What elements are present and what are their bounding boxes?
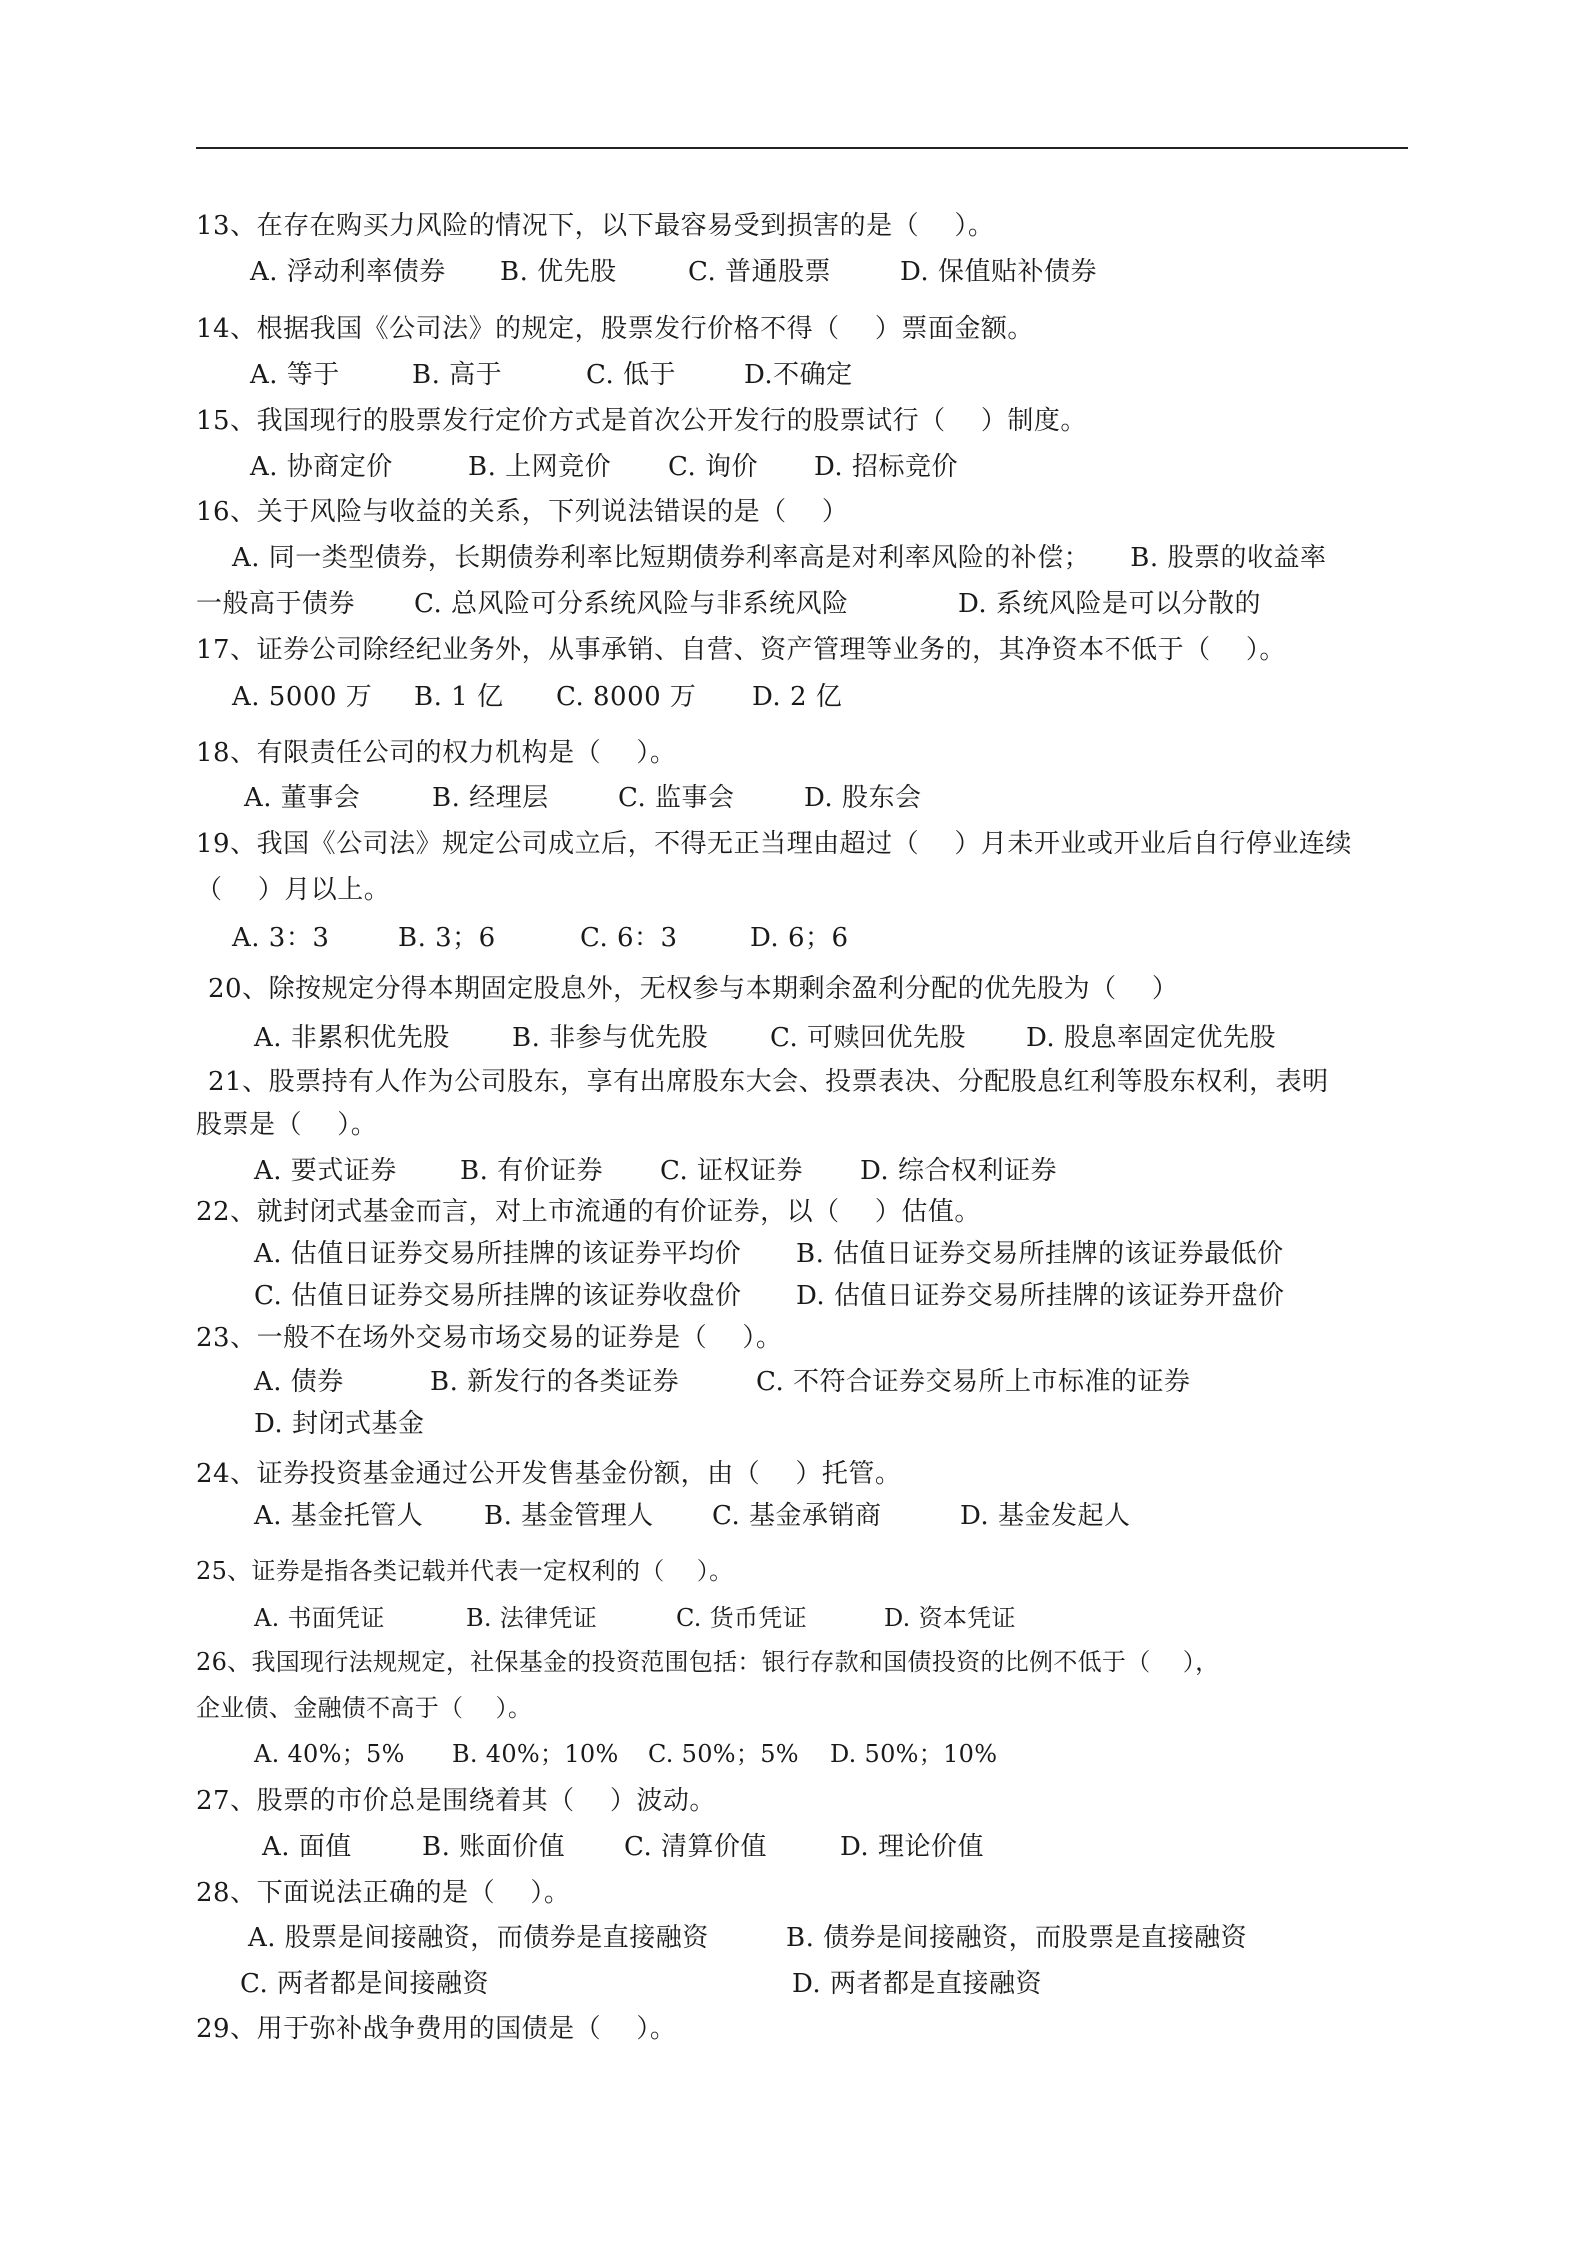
answer-option: A. 董事会: [244, 783, 361, 813]
answer-option: D. 资本凭证: [884, 1604, 1016, 1632]
question-stem: 16、关于风险与收益的关系，下列说法错误的是（ ）: [196, 497, 849, 527]
answer-option: B. 债券是间接融资，而股票是直接融资: [786, 1923, 1248, 1953]
question-stem-continued: （ ）月以上。: [196, 875, 391, 905]
question-stem: 20、除按规定分得本期固定股息外，无权参与本期剩余盈利分配的优先股为（ ）: [208, 974, 1179, 1004]
answer-option: B. 估值日证券交易所挂牌的该证券最低价: [796, 1239, 1284, 1269]
answer-option: C. 监事会: [618, 783, 735, 813]
answer-option: D. 保值贴补债券: [900, 257, 1097, 287]
question-stem: 29、用于弥补战争费用的国债是（ ）。: [196, 2014, 677, 2044]
answer-option: D. 50%；10%: [830, 1740, 998, 1768]
question-stem: 21、股票持有人作为公司股东，享有出席股东大会、投票表决、分配股息红利等股东权利，表明: [208, 1067, 1329, 1097]
answer-option: 一般高于债券: [196, 589, 356, 619]
question-stem-continued: 企业债、金融债不高于（ ）。: [196, 1694, 533, 1722]
answer-option: A. 基金托管人: [254, 1501, 424, 1531]
answer-option: D. 2 亿: [752, 682, 843, 712]
question-stem: 14、根据我国《公司法》的规定，股票发行价格不得（ ）票面金额。: [196, 314, 1034, 344]
answer-option: B. 高于: [412, 360, 503, 390]
answer-option: A. 3：3: [232, 923, 330, 953]
answer-option: C. 低于: [586, 360, 676, 390]
answer-option: B. 经理层: [432, 783, 549, 813]
answer-option: A. 股票是间接融资，而债券是直接融资: [248, 1923, 709, 1953]
answer-option: C. 普通股票: [688, 257, 831, 287]
answer-option: C. 两者都是间接融资: [240, 1969, 489, 1999]
answer-option: A. 书面凭证: [254, 1604, 385, 1632]
answer-option: C. 总风险可分系统风险与非系统风险: [414, 589, 849, 619]
header-rule: [196, 147, 1408, 149]
answer-option: D. 招标竞价: [814, 452, 958, 482]
answer-option: C. 清算价值: [624, 1832, 767, 1862]
answer-option: A. 估值日证券交易所挂牌的该证券平均价: [254, 1239, 742, 1269]
answer-option: D. 综合权利证券: [860, 1156, 1057, 1186]
answer-option: B. 40%；10%: [452, 1740, 619, 1768]
answer-option: D. 理论价值: [840, 1832, 984, 1862]
question-stem: 19、我国《公司法》规定公司成立后，不得无正当理由超过（ ）月未开业或开业后自行停业连续: [196, 829, 1352, 859]
answer-option: D. 封闭式基金: [254, 1409, 425, 1439]
answer-option: C. 不符合证券交易所上市标准的证券: [756, 1367, 1191, 1397]
answer-option: B. 基金管理人: [484, 1501, 654, 1531]
answer-option: B. 上网竞价: [468, 452, 612, 482]
answer-option: A. 同一类型债券，长期债券利率比短期债券利率高是对利率风险的补偿； B. 股票的收益率: [232, 543, 1327, 573]
answer-option: D. 估值日证券交易所挂牌的该证券开盘价: [796, 1281, 1285, 1311]
answer-option: B. 优先股: [500, 257, 617, 287]
answer-option: B. 账面价值: [422, 1832, 566, 1862]
question-stem: 28、下面说法正确的是（ ）。: [196, 1878, 571, 1908]
answer-option: B. 3；6: [398, 923, 496, 953]
answer-option: C. 货币凭证: [676, 1604, 807, 1632]
answer-option: C. 询价: [668, 452, 758, 482]
question-stem: 22、就封闭式基金而言，对上市流通的有价证券，以（ ）估值。: [196, 1197, 981, 1227]
question-stem: 26、我国现行法规规定，社保基金的投资范围包括：银行存款和国债投资的比例不低于（ ），: [196, 1648, 1220, 1676]
question-stem: 23、一般不在场外交易市场交易的证券是（ ）。: [196, 1323, 783, 1353]
answer-option: C. 6：3: [580, 923, 678, 953]
answer-option: C. 估值日证券交易所挂牌的该证券收盘价: [254, 1281, 742, 1311]
answer-option: D. 股息率固定优先股: [1026, 1023, 1276, 1053]
answer-option: A. 要式证券: [254, 1156, 397, 1186]
question-stem: 25、证券是指各类记载并代表一定权利的（ ）。: [196, 1557, 734, 1585]
question-stem: 27、股票的市价总是围绕着其（ ）波动。: [196, 1786, 716, 1816]
answer-option: A. 债券: [254, 1367, 344, 1397]
answer-option: A. 40%；5%: [254, 1740, 405, 1768]
question-stem-continued: 股票是（ ）。: [196, 1110, 378, 1140]
answer-option: B. 法律凭证: [466, 1604, 597, 1632]
answer-option: B. 非参与优先股: [512, 1023, 709, 1053]
question-stem: 18、有限责任公司的权力机构是（ ）。: [196, 738, 677, 768]
question-stem: 15、我国现行的股票发行定价方式是首次公开发行的股票试行（ ）制度。: [196, 406, 1087, 436]
answer-option: C. 8000 万: [556, 682, 697, 712]
answer-option: A. 非累积优先股: [254, 1023, 450, 1053]
answer-option: A. 面值: [262, 1832, 352, 1862]
question-stem: 17、证券公司除经纪业务外，从事承销、自营、资产管理等业务的，其净资本不低于（ ）。: [196, 635, 1286, 665]
answer-option: A. 5000 万: [232, 682, 373, 712]
answer-option: D. 6；6: [750, 923, 849, 953]
answer-option: A. 浮动利率债券: [250, 257, 446, 287]
answer-option: D. 基金发起人: [960, 1501, 1131, 1531]
answer-option: D. 股东会: [804, 783, 922, 813]
answer-option: D.不确定: [744, 360, 853, 390]
answer-option: A. 协商定价: [250, 452, 393, 482]
answer-option: B. 1 亿: [414, 682, 504, 712]
question-stem: 13、在存在购买力风险的情况下，以下最容易受到损害的是（ ）。: [196, 211, 995, 241]
question-stem: 24、证券投资基金通过公开发售基金份额，由（ ）托管。: [196, 1459, 902, 1489]
answer-option: A. 等于: [250, 360, 340, 390]
answer-option: C. 证权证券: [660, 1156, 803, 1186]
answer-option: D. 系统风险是可以分散的: [958, 589, 1261, 619]
answer-option: D. 两者都是直接融资: [792, 1969, 1042, 1999]
answer-option: C. 50%；5%: [648, 1740, 799, 1768]
answer-option: C. 可赎回优先股: [770, 1023, 966, 1053]
answer-option: B. 有价证券: [460, 1156, 604, 1186]
answer-option: C. 基金承销商: [712, 1501, 882, 1531]
answer-option: B. 新发行的各类证券: [430, 1367, 680, 1397]
